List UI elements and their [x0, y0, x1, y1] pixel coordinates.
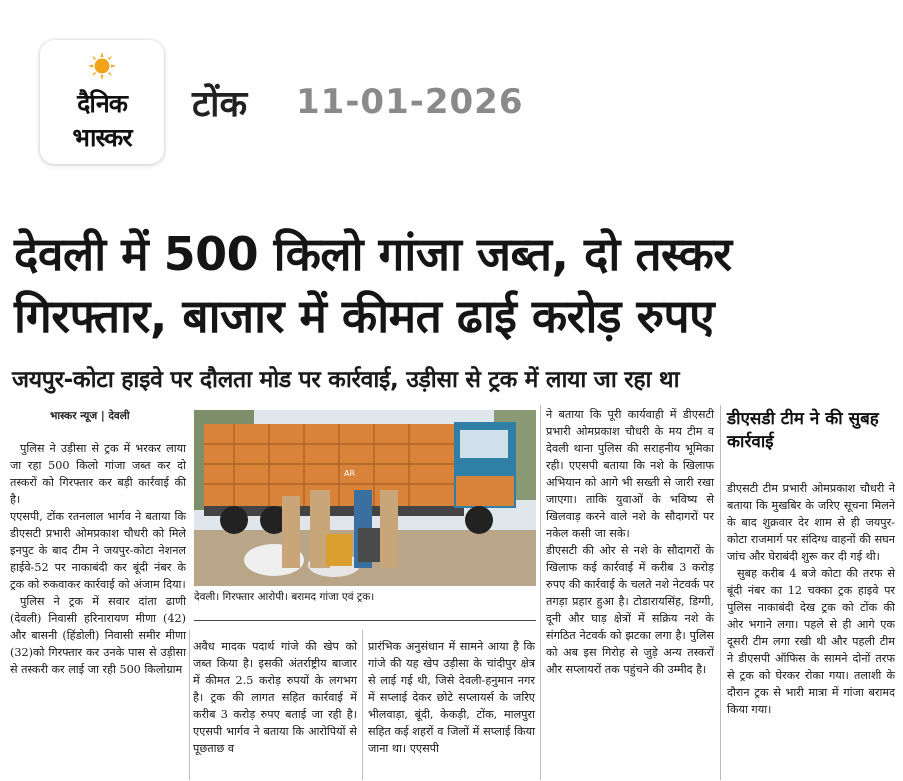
column1-paragraph-2: एएसपी, टोंक रतनलाल भार्गव ने बताया कि डीएसटी प्रभारी ओमप्रकाश चौधरी को मिले इनपुट के बाद टीम ने जयपुर-कोटा नेशनल हाईवे-52 पर नाकाबंदी कर बूंदी नंबर के ट्रक को रुकवाकर कार्रवाई को अंजाम दिया।	[10, 510, 186, 591]
sidebar-paragraph-2: सुबह करीब 4 बजे कोटा की तरफ से बूंदी नंबर का 12 चक्का ट्रक हाइवे पर पुलिस नाकाबंदी देख ट्रक को टोंक की ओर भगाने लगा। पहले से ही आगे एक दूसरी टीम लगा रखी थी और पहली टीम ने डीएसपी ऑफिस के सामने दोनों तरफ से ट्रक को घेरकर रोका गया। तलाशी के दौरान ट्रक से भारी मात्रा में गांजा बरामद किया गया।	[727, 567, 895, 716]
sidebar-paragraph-1: डीएसटी टीम प्रभारी ओमप्रकाश चौधरी ने बताया कि मुखबिर के जरिए सूचना मिलने के बाद शुक्रवार देर शाम से ही जयपुर-कोटा राजमार्ग पर संदिग्ध वाहनों की सघन जांच और घेराबंदी शुरू कर दी गई थी।	[727, 482, 895, 563]
truck-plate-text: AR	[344, 469, 356, 478]
column4-paragraph-2: डीएसटी की ओर से नशे के सौदागरों के खिलाफ कई कार्रवाई में करीब 3 करोड़ रुपए की कार्रवाई के चलते नशे नेटवर्क पर तगड़ा प्रहार हुआ है। टोडारायसिंह, डिग्गी, दूनी और घाड़ क्षेत्रों में सक्रिय नशे के संगठित नेटवर्क को झटका लगा है। पुलिस को अब इस गिरोह से जुड़े अन्य तस्करों और सप्लायरों तक पहुंचने की उम्मीद है।	[546, 544, 714, 676]
photo-caption: देवली। गिरफ्तार आरोपी। बरामद गांजा एवं ट्रक।	[194, 591, 375, 603]
column-divider	[189, 630, 190, 780]
sun-icon	[88, 52, 116, 80]
headline-line-1: देवली में 500 किलो गांजा जब्त, दो तस्कर	[14, 227, 732, 281]
edition-date: 11-01-2026	[296, 82, 524, 122]
column1-paragraph-3: पुलिस ने ट्रक में सवार दांता ढाणी (देवली) निवासी हरिनारायण मीणा (42) और बासनी (हिंडोली) निवासी समीर मीणा (32)को गिरफ्तार कर उनके पास से उड़ीसा से तस्करी कर लाई जा रही 500 किलोग्राम	[10, 595, 186, 676]
edition-city: टोंक	[192, 84, 248, 125]
column4-paragraph-1: ने बताया कि पूरी कार्यवाही में डीएसटी प्रभारी ओमप्रकाश चौधरी के मय टीम व देवली थाना पुलिस की सराहनीय भूमिका रही। एएसपी बताया कि नशे के खिलाफ अभियान को आगे भी सख्ती से जारी रखा जाएगा। ताकि युवाओं के भविष्य से खिलवाड़ करने वाले नशे के सौदागरों पर नकेल कसी जा सके।	[546, 408, 714, 540]
dainik-bhaskar-logo	[40, 40, 164, 164]
subheadline: जयपुर-कोटा हाइवे पर दौलता मोड पर कार्रवाई, उड़ीसा से ट्रक में लाया जा रहा था	[12, 367, 680, 393]
article-column-2	[193, 638, 357, 781]
column2-paragraph-1: अवैध मादक पदार्थ गांजे की खेप को जब्त किया है। इसकी अंतर्राष्ट्रीय बाजार में कीमत 2.5 करोड़ रुपयों के लगभग है। ट्रक की लागत सहित कार्रवाई में करीब 3 करोड़ रुपए बताई जा रही है। एएसपी भार्गव ने बताया कि आरोपियों से पूछताछ व	[193, 640, 357, 755]
column-divider	[362, 630, 363, 780]
headline-line-2: गिरफ्तार, बाजार में कीमत ढाई करोड़ रुपए	[14, 289, 715, 343]
sidebar-heading: डीएसडी टीम ने की सुबह कार्रवाई	[727, 409, 879, 452]
article-column-1	[10, 440, 186, 781]
sidebar-column	[727, 480, 895, 781]
article-column-3	[368, 638, 535, 781]
caption-divider	[194, 620, 536, 621]
article-column-4	[546, 406, 714, 781]
column-divider	[540, 405, 541, 780]
logo-text-bhaskar: भास्कर	[72, 123, 132, 152]
column3-paragraph-1: प्रारंभिक अनुसंधान में सामने आया है कि गांजे की यह खेप उड़ीसा के चांदीपुर क्षेत्र से लाई गई थी, जिसे देवली-हनुमान नगर में सप्लाई देकर छोटे सप्लायर्स के जरिए भीलवाड़ा, बूंदी, केकड़ी, टोंक, मालपुरा सहित कई शहरों व जिलों में सप्लाई किया जाना था। एएसपी	[368, 640, 535, 755]
column-divider	[720, 405, 721, 780]
logo-text-dainik: दैनिक	[77, 89, 127, 118]
column1-paragraph-1: पुलिस ने उड़ीसा से ट्रक में भरकर लाया जा रहा 500 किलो गांजा जब्त कर दो तस्करों को गिरफ्तार कर बड़ी कार्रवाई की है।	[10, 442, 186, 506]
truck-photo	[194, 410, 536, 586]
byline: भास्कर न्यूज | देवली	[50, 410, 130, 422]
